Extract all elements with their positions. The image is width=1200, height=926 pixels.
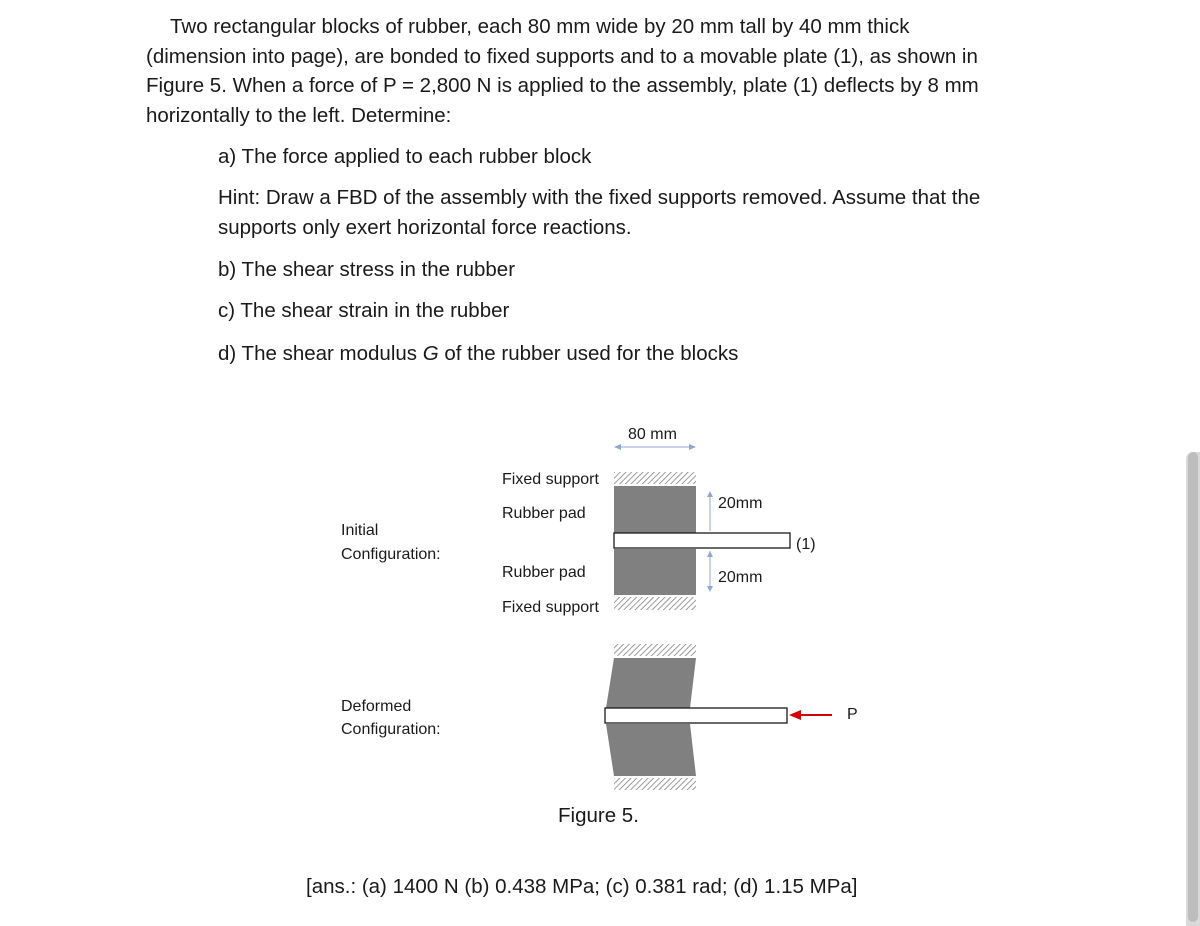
fixed-support-bottom-label: Fixed support <box>502 599 599 616</box>
deformed-rubber-pad-top <box>606 658 696 708</box>
initial-label-1: Initial <box>341 522 379 539</box>
height-bottom-label: 20mm <box>718 569 763 586</box>
problem-line-1: Two rectangular blocks of rubber, each 80 mm wide by 20 mm tall by 40 mm thick <box>170 15 910 38</box>
rubber-pad-bottom-label: Rubber pad <box>502 564 586 581</box>
deformed-plate <box>605 708 787 723</box>
fixed-support-top <box>614 472 696 484</box>
problem-line-4: horizontally to the left. Determine: <box>146 103 452 127</box>
figure-caption: Figure 5. <box>558 804 639 827</box>
part-d: d) The shear modulus G of the rubber used for the blocks <box>218 342 739 365</box>
plate-label: (1) <box>796 536 816 553</box>
problem-line-2: (dimension into page), are bonded to fixed supports and to a movable plate (1), as shown in <box>146 44 978 68</box>
force-label: P <box>847 706 858 723</box>
answer-line: [ans.: (a) 1400 N (b) 0.438 MPa; (c) 0.381 rad; (d) 1.15 MPa] <box>306 875 858 898</box>
height-dimension-bottom <box>707 551 713 592</box>
deformed-label-2: Configuration: <box>341 721 441 738</box>
hint-line-2: supports only exert horizontal force reactions. <box>218 216 632 239</box>
plate-1 <box>614 533 790 548</box>
hint-line-1: Hint: Draw a FBD of the assembly with the fixed supports removed. Assume that the <box>218 186 981 209</box>
rubber-pad-top-label: Rubber pad <box>502 505 586 522</box>
deformed-fixed-support-bottom <box>614 778 696 790</box>
scrollbar-thumb[interactable] <box>1188 452 1198 922</box>
part-b: b) The shear stress in the rubber <box>218 258 516 281</box>
height-dimension-top <box>707 491 713 531</box>
problem-line-3: Figure 5. When a force of P = 2,800 N is applied to the assembly, plate (1) deflects by 8 mm <box>146 74 979 97</box>
height-top-label: 20mm <box>718 495 763 512</box>
rubber-pad-bottom <box>614 549 696 595</box>
shear-modulus-symbol: G <box>422 342 439 365</box>
deformed-rubber-pad-bottom <box>606 724 696 776</box>
fixed-support-bottom <box>614 597 696 610</box>
deformed-label-1: Deformed <box>341 698 412 715</box>
part-c: c) The shear strain in the rubber <box>218 299 510 322</box>
deformed-fixed-support-top <box>614 644 696 656</box>
fixed-support-top-label: Fixed support <box>502 471 599 488</box>
part-a: a) The force applied to each rubber block <box>218 145 592 168</box>
width-label: 80 mm <box>628 426 677 443</box>
force-arrow <box>789 710 832 720</box>
initial-label-2: Configuration: <box>341 546 441 563</box>
rubber-pad-top <box>614 486 696 533</box>
